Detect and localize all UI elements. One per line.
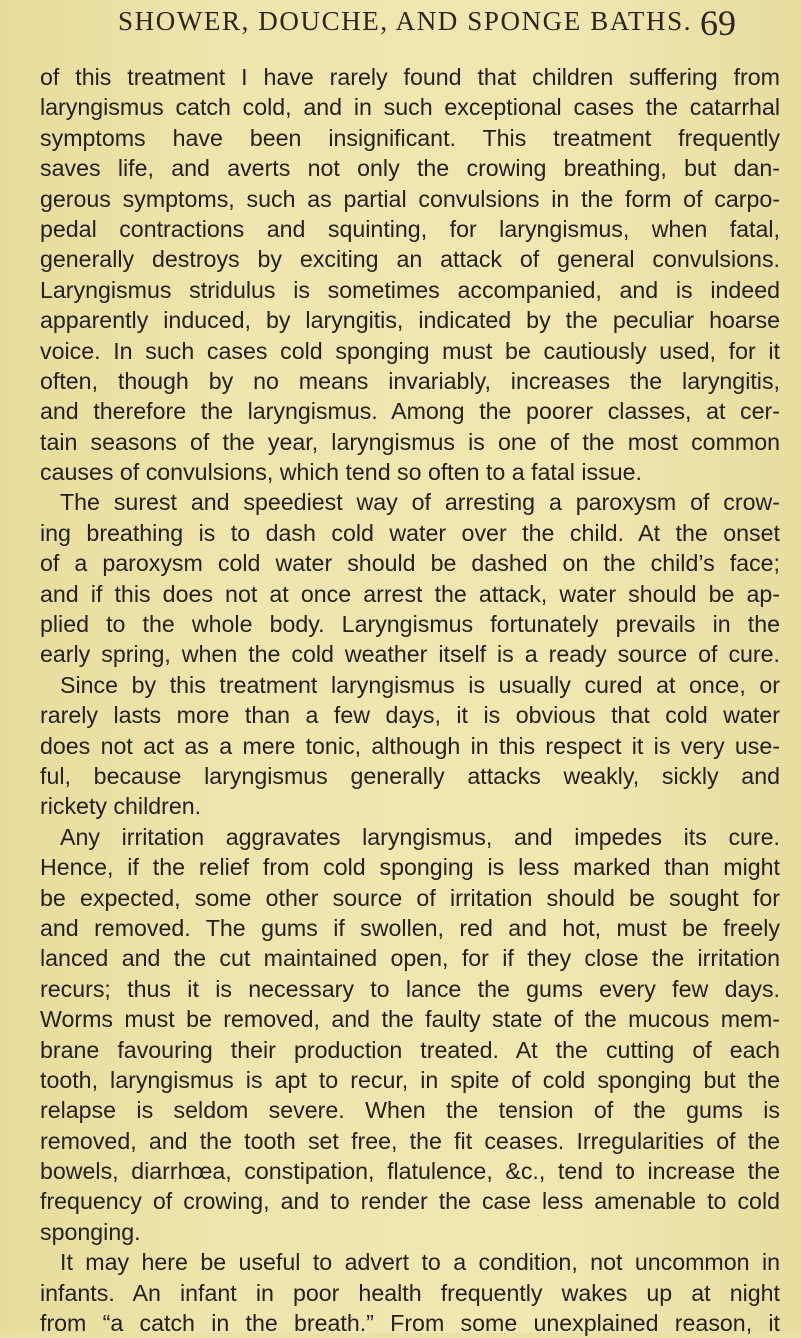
text-line: of this treatment I have rarely found that children suffering from (40, 64, 780, 90)
text-line: The surest and speediest way of arresting a paroxysm of crow- (60, 489, 780, 516)
text-line: removed, and the tooth set free, the fit ceases. Irregularities of the (40, 1127, 780, 1154)
text-line: lanced and the cut maintained open, for if they close the irritation (40, 945, 780, 972)
text-line: of a paroxysm cold water should be dashed on the child’s face; (40, 550, 780, 577)
text-line: It may here be useful to advert to a condition, not uncommon in (60, 1249, 780, 1276)
text-line: Any irritation aggravates laryngismus, and impedes its cure. (60, 823, 780, 850)
page-header (0, 2, 801, 46)
text-line: saves life, and averts not only the crowing breathing, but dan- (40, 155, 780, 182)
text-line: from “a catch in the breath.” From some unexplained reason, it (40, 1310, 780, 1337)
text-line: generally destroys by exciting an attack of general convulsions. (40, 246, 780, 273)
text-line: plied to the whole body. Laryngismus fortunately prevails in the (40, 611, 780, 638)
text-line: rickety children. (40, 793, 202, 820)
text-line: brane favouring their production treated. At the cutting of each (40, 1036, 780, 1063)
running-head: SHOWER, DOUCHE, AND SPONGE BATHS. (118, 6, 693, 36)
text-line: Hence, if the relief from cold sponging is less marked than might (40, 854, 780, 881)
text-line: early spring, when the cold weather itself is a ready source of cure. (40, 641, 780, 668)
body-text (40, 62, 780, 1338)
text-line: ing breathing is to dash cold water over the child. At the onset (40, 519, 780, 546)
text-line: Worms must be removed, and the faulty state of the mucous mem- (40, 1006, 780, 1033)
text-line: and therefore the laryngismus. Among the poorer classes, at cer- (40, 398, 780, 425)
text-line: bowels, diarrhœa, constipation, flatulence, &c., tend to increase the (40, 1158, 780, 1185)
text-line: apparently induced, by laryngitis, indicated by the peculiar hoarse (40, 307, 780, 334)
text-line: recurs; thus it is necessary to lance the gums every few days. (40, 975, 780, 1002)
text-line: ful, because laryngismus generally attacks weakly, sickly and (40, 762, 780, 789)
text-line: and if this does not at once arrest the attack, water should be ap- (40, 580, 780, 607)
text-line: tain seasons of the year, laryngismus is one of the most common (40, 428, 780, 455)
text-line: voice. In such cases cold sponging must be cautiously used, for it (40, 337, 780, 364)
text-line: sponging. (40, 1218, 141, 1245)
text-line: relapse is seldom severe. When the tension of the gums is (40, 1097, 780, 1124)
text-line: laryngismus catch cold, and in such exceptional cases the catarrhal (40, 94, 780, 121)
text-line: causes of convulsions, which tend so often to a fatal issue. (40, 459, 642, 486)
text-line: be expected, some other source of irritation should be sought for (40, 884, 780, 911)
text-line: Laryngismus stridulus is sometimes accompanied, and is indeed (40, 276, 780, 303)
text-line: tooth, laryngismus is apt to recur, in spite of cold sponging but the (40, 1066, 780, 1093)
page-number: 69 (700, 3, 736, 43)
text-line: frequency of crowing, and to render the case less amenable to cold (40, 1188, 780, 1215)
text-line: often, though by no means invariably, increases the laryngitis, (40, 367, 780, 394)
text-line: and removed. The gums if swollen, red and hot, must be freely (40, 914, 780, 941)
text-line: infants. An infant in poor health frequently wakes up at night (40, 1279, 780, 1306)
text-line: Since by this treatment laryngismus is usually cured at once, or (60, 671, 780, 698)
text-line: gerous symptoms, such as partial convulsions in the form of carpo- (40, 185, 780, 212)
text-line: symptoms have been insignificant. This treatment frequently (40, 124, 780, 151)
text-line: rarely lasts more than a few days, it is obvious that cold water (40, 702, 780, 729)
text-line: does not act as a mere tonic, although in this respect it is very use- (40, 732, 780, 759)
text-line: pedal contractions and squinting, for laryngismus, when fatal, (40, 215, 780, 242)
